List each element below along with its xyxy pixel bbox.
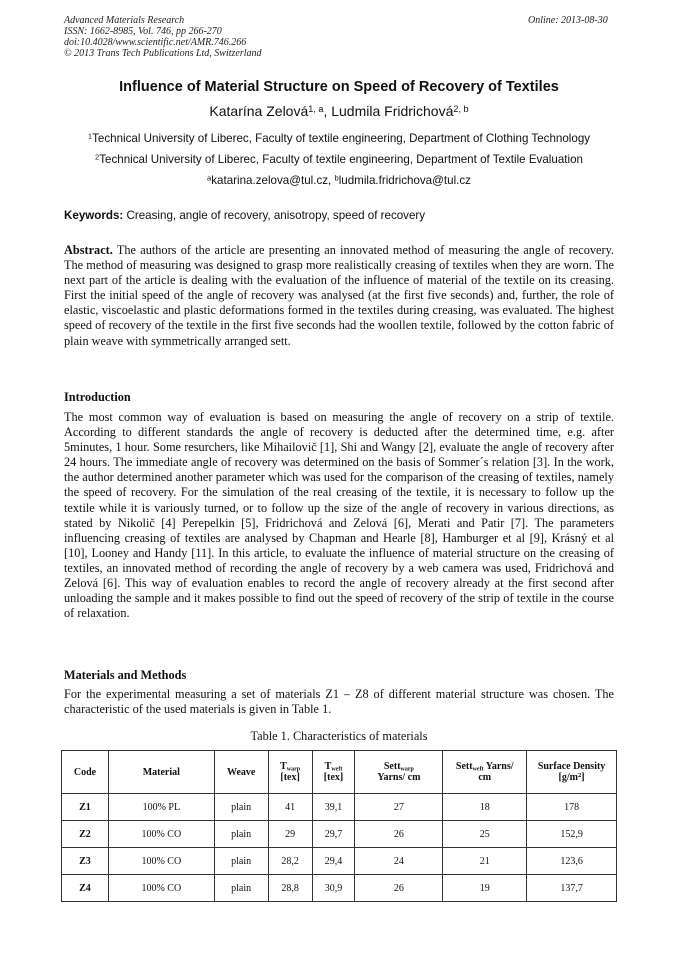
cell-weave: plain	[214, 794, 268, 821]
cell-material: 100% PL	[108, 794, 214, 821]
cell-twarp: 29	[268, 821, 312, 848]
journal-name: Advanced Materials Research	[64, 15, 185, 26]
table-header-row	[62, 751, 617, 794]
affiliation-1-number: 1	[87, 131, 93, 141]
cell-settweft: 25	[443, 821, 527, 848]
cell-twarp: 28,2	[268, 848, 312, 875]
cell-weave: plain	[214, 875, 268, 902]
paper-title: Influence of Material Structure on Speed of Recovery of Textiles	[119, 79, 559, 95]
cell-weave: plain	[214, 821, 268, 848]
keywords	[64, 209, 425, 222]
header-tweft: $T_{weft}$ [tex]	[312, 751, 355, 794]
keywords-text: Creasing, angle of recovery, anisotropy, speed of recovery	[123, 209, 426, 222]
header-density: Surface Density $[g/m^2]$	[527, 751, 617, 794]
cell-material: 100% CO	[108, 821, 214, 848]
cell-settweft: 19	[443, 875, 527, 902]
cell-settwarp: 26	[355, 821, 443, 848]
affiliation-1	[0, 132, 678, 145]
cell-density: 123,6	[527, 848, 617, 875]
copyright-line: © 2013 Trans Tech Publications Ltd, Switzerland	[64, 48, 262, 59]
header-twarp: $T_{warp}$ [tex]	[268, 751, 312, 794]
cell-density: 137,7	[527, 875, 617, 902]
header-material: Material	[108, 751, 214, 794]
cell-settweft: 18	[443, 794, 527, 821]
header-settwarp: Sett$_{warp}$ Yarns/ cm	[355, 751, 443, 794]
cell-settwarp: 27	[355, 794, 443, 821]
author-2: Ludmila Fridrichová	[331, 103, 454, 119]
methods-text: For the experimental measuring a set of materials Z1 – Z8 of different material structure was chosen. The characteristic of the used materials is given in Table 1.	[64, 687, 614, 717]
cell-settwarp: 24	[355, 848, 443, 875]
cell-settwarp: 26	[355, 875, 443, 902]
introduction-heading: Introduction	[64, 390, 131, 404]
cell-settweft: 21	[443, 848, 527, 875]
header-code: Code	[62, 751, 109, 794]
introduction-text: The most common way of evaluation is based on measuring the angle of recovery on a strip of textile. According to different standards the angle of recovery is deducted after the determined time, e.g. after 5minutes, 1 hour. Some resurchers, like Mihailovič [1], Shi and Wangy [2], evaluate the angle of recovery after 24 hours. The immediate angle of recovery was determined on the basis of Sommer´s relation [3]. In the work, the author determined another parameter which was used for the comparison of the creasing of textiles, namely the speed of recovery. For the simulation of the real creasing of the textile, it is necessary to follow up the textile while it is variously turned, or to follow up the size of the angle of recovery in various directions, as stated by Nikolič [4] Perepelkin [5], Fridrichová and Zelová [6], Merati and Patir [7]. The parameters influencing creasing of textiles are analysed by Chapman and Hearle [8], Hamburger et al [9], Krásný et al [10], Looney and Handy [11]. In this article, to evaluate the influence of material structure on the creasing of textiles, an innovated method of recording the angle of recovery by a web camera was used, Fridrichová and Zelová [6]. This way of evaluation enables to record the angle of recovery already at the first second after unloading the sample and it makes possible to find out the speed of recovery of the strip of textile in the course of relaxation.	[64, 410, 614, 621]
header-settweft: Sett$_{weft}$ Yarns/ cm	[443, 751, 527, 794]
affiliation-2	[0, 153, 678, 166]
table-row	[62, 875, 617, 902]
cell-twarp: 28,8	[268, 875, 312, 902]
author-emails	[0, 174, 678, 187]
cell-tweft: 29,7	[312, 821, 355, 848]
cell-code: Z2	[62, 821, 109, 848]
cell-code: Z1	[62, 794, 109, 821]
issn-line: ISSN: 1662-8985, Vol. 746, pp 266-270	[64, 26, 222, 37]
materials-table	[61, 750, 617, 902]
journal-header	[64, 15, 262, 59]
email-b-marker: b	[334, 173, 339, 183]
affiliation-2-number: 2	[95, 152, 100, 162]
abstract	[64, 243, 614, 349]
table-row	[62, 821, 617, 848]
online-date: Online: 2013-08-30	[528, 15, 608, 26]
cell-tweft: 29,4	[312, 848, 355, 875]
author-2-affil: 2, b	[453, 103, 469, 114]
cell-code: Z4	[62, 875, 109, 902]
methods-heading: Materials and Methods	[64, 668, 187, 682]
cell-tweft: 39,1	[312, 794, 355, 821]
cell-material: 100% CO	[108, 875, 214, 902]
cell-density: 152,9	[527, 821, 617, 848]
affiliation-1-text: Technical University of Liberec, Faculty of textile engineering, Department of Clothing Technology	[92, 132, 591, 145]
author-separator: ,	[323, 103, 332, 119]
abstract-text: The authors of the article are presenting an innovated method of measuring the angle of recovery. The method of measuring was designed to grasp more realistically creasing of textiles when they are worn. The next part of the article is dealing with the evaluation of the influence of material of the textile on its creasing. First the initial speed of the angle of recovery was analysed (at the first five seconds) and, further, the role of elastic, viscoelastic and plastic deformations formed in the textiles during creasing, was evaluated. The highest speed of recovery of the textile in the first five seconds had the woollen textile, followed by the cotton fabric of plain weave with symmetrically arranged sett.	[64, 243, 614, 348]
cell-tweft: 30,9	[312, 875, 355, 902]
author-1-affil: 1, a	[308, 103, 324, 114]
table-caption: Table 1. Characteristics of materials	[250, 729, 428, 743]
author-line	[0, 103, 678, 119]
author-1: Katarína Zelová	[209, 103, 309, 119]
cell-weave: plain	[214, 848, 268, 875]
cell-density: 178	[527, 794, 617, 821]
table-row	[62, 848, 617, 875]
email-a-marker: a	[207, 173, 212, 183]
email-b[interactable]: ludmila.fridrichova@tul.cz	[338, 174, 471, 187]
cell-material: 100% CO	[108, 848, 214, 875]
cell-twarp: 41	[268, 794, 312, 821]
abstract-label: Abstract.	[64, 243, 113, 257]
cell-code: Z3	[62, 848, 109, 875]
header-weave: Weave	[214, 751, 268, 794]
doi-line: doi:10.4028/www.scientific.net/AMR.746.266	[64, 37, 247, 48]
affiliation-2-text: Technical University of Liberec, Faculty of textile engineering, Department of Textile Evaluation	[99, 153, 583, 166]
table-row	[62, 794, 617, 821]
keywords-label: Keywords:	[64, 209, 124, 222]
email-a[interactable]: katarina.zelova@tul.cz,	[211, 174, 335, 187]
